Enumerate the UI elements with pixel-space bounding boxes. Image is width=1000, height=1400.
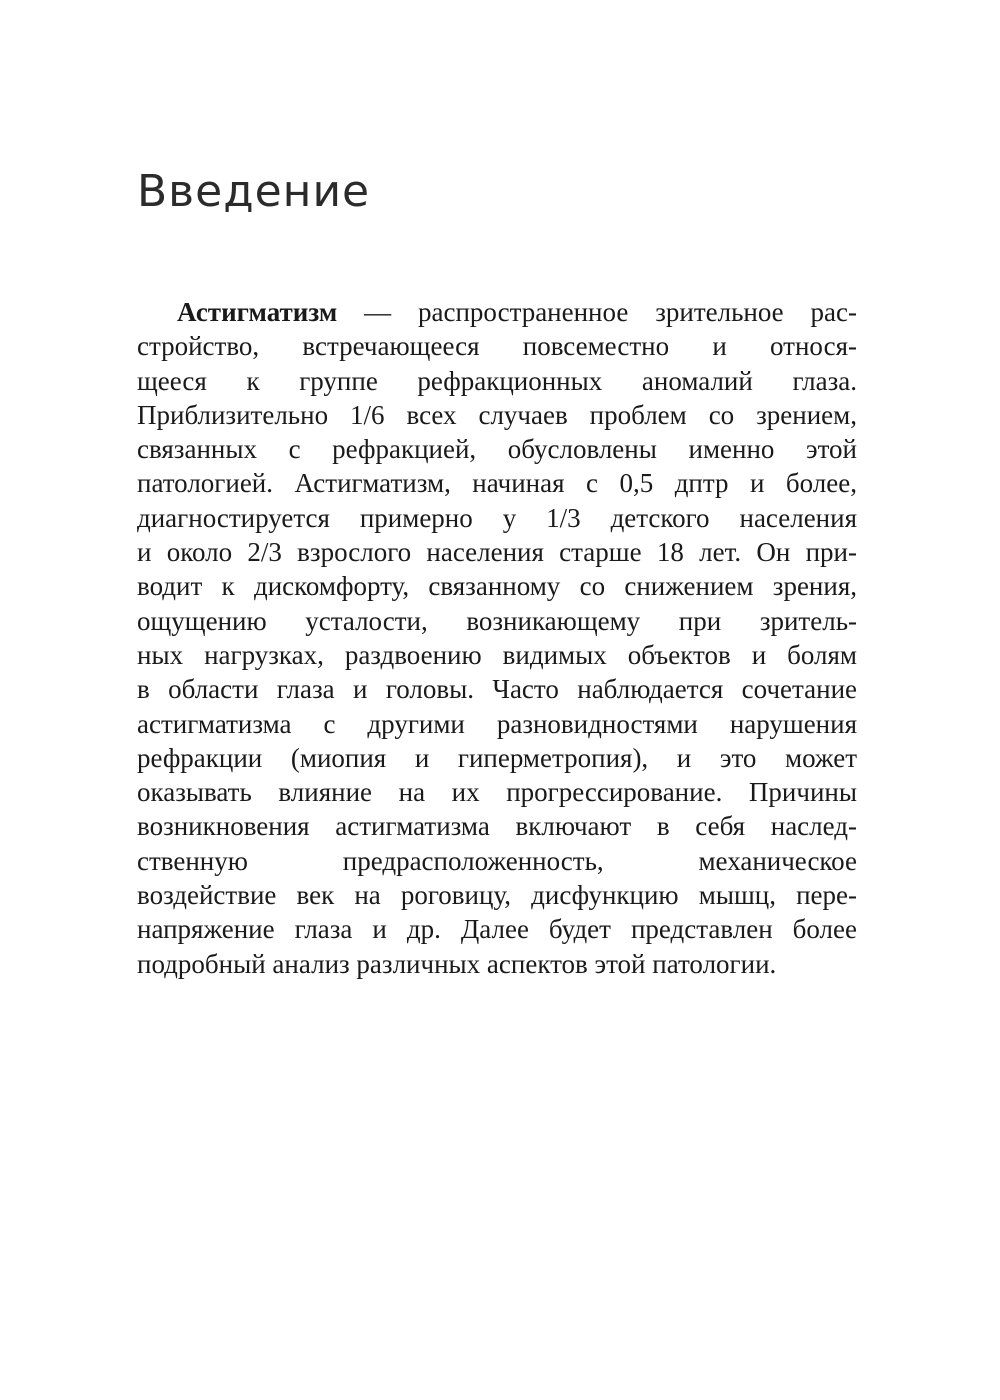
paragraph-line: ственную предрасположенность, механическое bbox=[137, 845, 857, 876]
chapter-title: Введение bbox=[137, 166, 371, 217]
term-astigmatism: Астигматизм bbox=[177, 297, 338, 327]
paragraph-line: ных нагрузках, раздвоению видимых объектов и болям bbox=[137, 639, 857, 670]
paragraph-line: возникновения астигматизма включают в себя наслед- bbox=[137, 811, 857, 842]
paragraph-line: астигматизма с другими разновидностями нарушения bbox=[137, 708, 857, 739]
paragraph-line bbox=[137, 295, 857, 329]
paragraph-line: щееся к группе рефракционных аномалий глаза. bbox=[137, 365, 857, 396]
paragraph-line: водит к дискомфорту, связанному со снижением зрения, bbox=[137, 571, 857, 602]
paragraph-line: связанных с рефракцией, обусловлены именно этой bbox=[137, 434, 857, 465]
paragraph-line: диагностируется примерно у 1/3 детского населения bbox=[137, 502, 857, 533]
paragraph-line: Приблизительно 1/6 всех случаев проблем со зрением, bbox=[137, 399, 857, 430]
paragraph-line: в области глаза и головы. Часто наблюдается сочетание bbox=[137, 674, 857, 705]
paragraph-line: напряжение глаза и др. Далее будет представлен более bbox=[137, 914, 857, 945]
paragraph-line: ощущению усталости, возникающему при зритель- bbox=[137, 605, 857, 636]
paragraph-line-text: — распространенное зрительное рас- bbox=[337, 297, 857, 327]
paragraph-line: стройство, встречающееся повсеместно и относя- bbox=[137, 331, 857, 362]
paragraph-line: подробный анализ различных аспектов этой патологии. bbox=[137, 948, 777, 979]
body-paragraph bbox=[137, 295, 857, 979]
paragraph-line: патологией. Астигматизм, начиная с 0,5 дптр и более, bbox=[137, 468, 857, 499]
paragraph-line: и около 2/3 взрослого населения старше 18 лет. Он при- bbox=[137, 537, 857, 568]
paragraph-line: рефракции (миопия и гиперметропия), и это может bbox=[137, 742, 857, 773]
paragraph-line: оказывать влияние на их прогрессирование. Причины bbox=[137, 777, 857, 808]
paragraph-line: воздействие век на роговицу, дисфункцию мышц, пере- bbox=[137, 880, 857, 911]
